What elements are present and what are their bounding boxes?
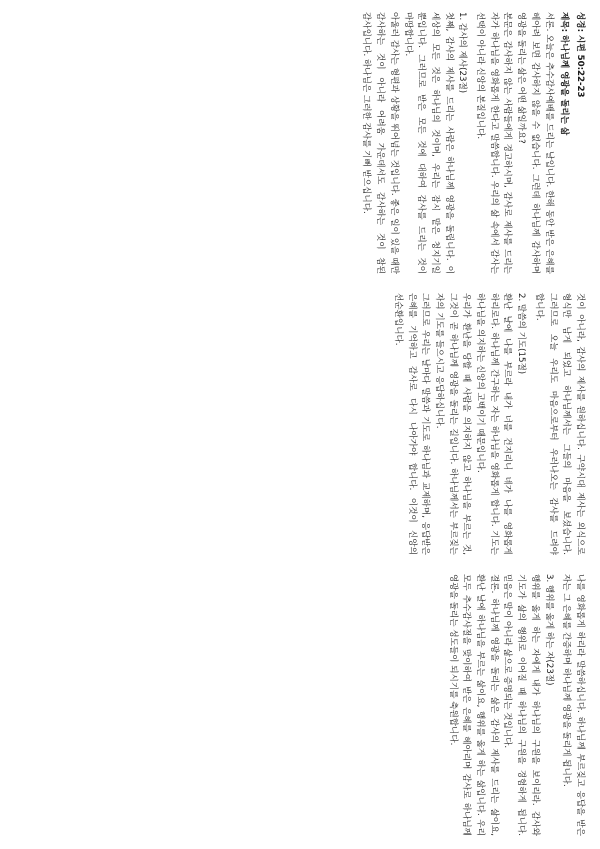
- column-2: [14, 293, 586, 555]
- section-heading: 2. 말씀의 기도(15절): [516, 293, 527, 375]
- paragraph: 본문은 감사하지 않는 사람들에게 경고하시며, 감사로 제사를 드리는 자가 하나님을 영화롭게 한다고 말씀합니다. 우리의 삶 속에서 감사는 선택이 아니라 신앙의 본질입니다.: [475, 12, 513, 274]
- paragraph: 첫째, 감사의 제사를 드리는 사람은 하나님께 영광을 돌립니다. 이 세상의 모든 것은 하나님의 것이며, 우리는 잠시 맡은 청지기일 뿐입니다. 그러므로 받은 모든 것에 대하여 감사를 드리는 것이 마땅합니다.: [402, 12, 454, 274]
- sermon-title: 제목: 하나님께 영광을 돌리는 삶: [559, 12, 570, 136]
- column-3: [14, 574, 586, 836]
- paragraph: 것이 아니라, 감사의 제사를 원하십니다. 구약시대 제사는 외식으로 형식만 남게 되었고 하나님께서는 그들의 마음을 보셨습니다. 그러므로 오늘 우리도 마음으로부터 우러나오는 감사를 드려야 합니다.: [533, 293, 585, 555]
- paragraph: 행위를 옳게 하는 자에게 내가 하나님의 구원을 보이리라. 감사와 기도가 삶의 행위로 이어질 때 하나님의 구원을 경험하게 됩니다. 믿음은 말이 아니라 삶으로 증명되는 것입니다.: [502, 574, 540, 836]
- column-1: [14, 12, 586, 274]
- paragraph: 나를 영화롭게 하리라 말씀하십니다. 하나님께 부르짖고 응답을 받은 자는 그 은혜를 간증하며 하나님께 영광을 돌리게 됩니다.: [561, 574, 585, 836]
- scripture-line: 성경: 시편 50:22-23: [575, 12, 585, 98]
- paragraph: 아울러 감사는 형편과 상황을 뛰어넘는 것입니다. 좋은 일이 있을 때만 감사하는 것이 아니라 어려움 가운데서도 감사하는 것이 참된 감사입니다. 하나님은 그러한 감사를 기뻐 받으십니다.: [361, 12, 399, 274]
- paragraph: 그러므로 우리는 날마다 말씀과 기도로 하나님과 교제하며, 응답받은 은혜를 기억하고 감사로 다시 나아가야 합니다. 이것이 신앙의 선순환입니다.: [392, 293, 431, 555]
- paragraph: 우리가 환난을 당할 때 사람을 의지하지 않고 하나님을 부르는 것, 그것이 곧 하나님께 영광을 돌리는 길입니다. 하나님께서는 부르짖는 자의 기도를 들으시고 응답하십니다.: [433, 293, 472, 555]
- section-heading: 3. 행위를 옳게 하는 자(23절): [543, 574, 554, 686]
- section-heading: 1. 감사의 제사(23절): [457, 12, 468, 94]
- paragraph: 서론. 오늘은 추수감사예배를 드리는 날입니다. 한해 동안 받은 은혜를 헤아려 보면 감사하지 않을 수 없습니다. 그런데 하나님께 감사하며 영광을 돌리는 삶은 어떤 삶일까요?: [516, 12, 554, 274]
- paragraph: 결론. 하나님께 영광을 돌리는 삶은 감사의 제사를 드리는 삶이요, 환난 날에 하나님을 부르는 삶이요, 행위를 옳게 하는 삶입니다. 우리 모두 추수감사절을 맞이하여 받은 은혜를 헤아리며 감사로 하나님께 영광을 돌리는 성도들이 되시기를 축원합니다.: [447, 574, 499, 836]
- paragraph: 환난 날에 나를 부르라 내가 너를 건지리니 네가 나를 영화롭게 하리로다. 하나님께 간구하는 자는 하나님을 영화롭게 합니다. 기도는 하나님을 의지하는 신앙의 고백이기 때문입니다.: [475, 293, 513, 555]
